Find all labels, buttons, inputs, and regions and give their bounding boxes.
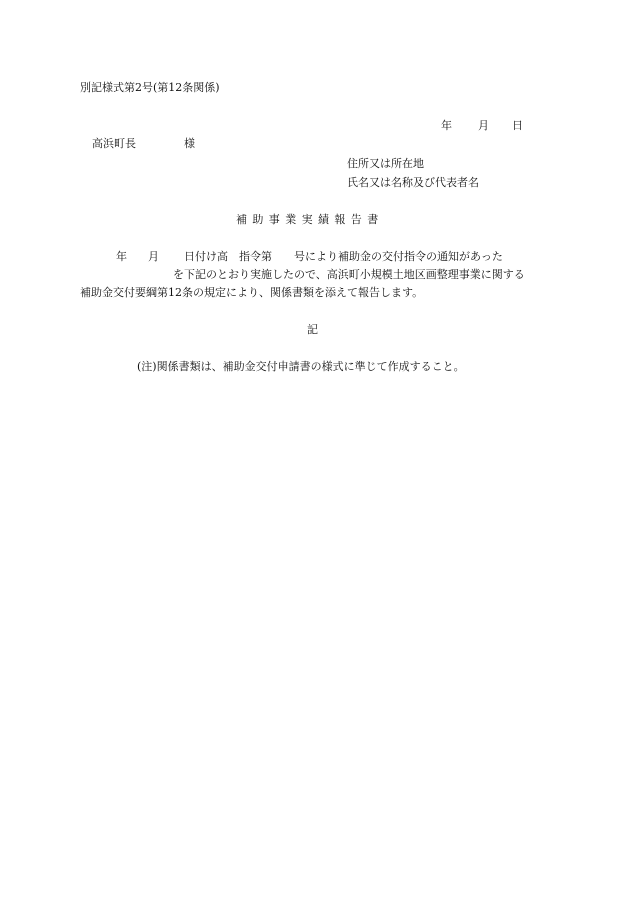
note-text: (注)関係書類は、補助金交付申請書の様式に準じて作成すること。 [137,360,465,373]
body-line3-text: 補助金交付要綱第12条の規定により、関係書類を添えて報告します。 [80,286,424,299]
applicant-address-label: 住所又は所在地 [347,157,424,170]
body-line1-text: 日付け高 指令第 号により補助金の交付指令の通知があった [184,250,503,263]
addressee-honorific: 様 [184,137,195,150]
date-month-label: 月 [478,119,489,132]
date-year-label: 年 [441,119,452,132]
body-line1-month: 月 [148,250,159,263]
addressee-name: 高浜町長 [92,137,136,150]
ki-heading: 記 [307,323,318,336]
applicant-name-label: 氏名又は名称及び代表者名 [347,176,479,189]
form-reference: 別記様式第2号(第12条関係) [80,81,220,94]
date-day-label: 日 [512,119,523,132]
body-line1-year: 年 [116,250,127,263]
document-title: 補助事業実績報告書 [236,213,384,226]
body-line2-text: を下記のとおり実施したので、高浜町小規模土地区画整理事業に関する [173,268,525,281]
